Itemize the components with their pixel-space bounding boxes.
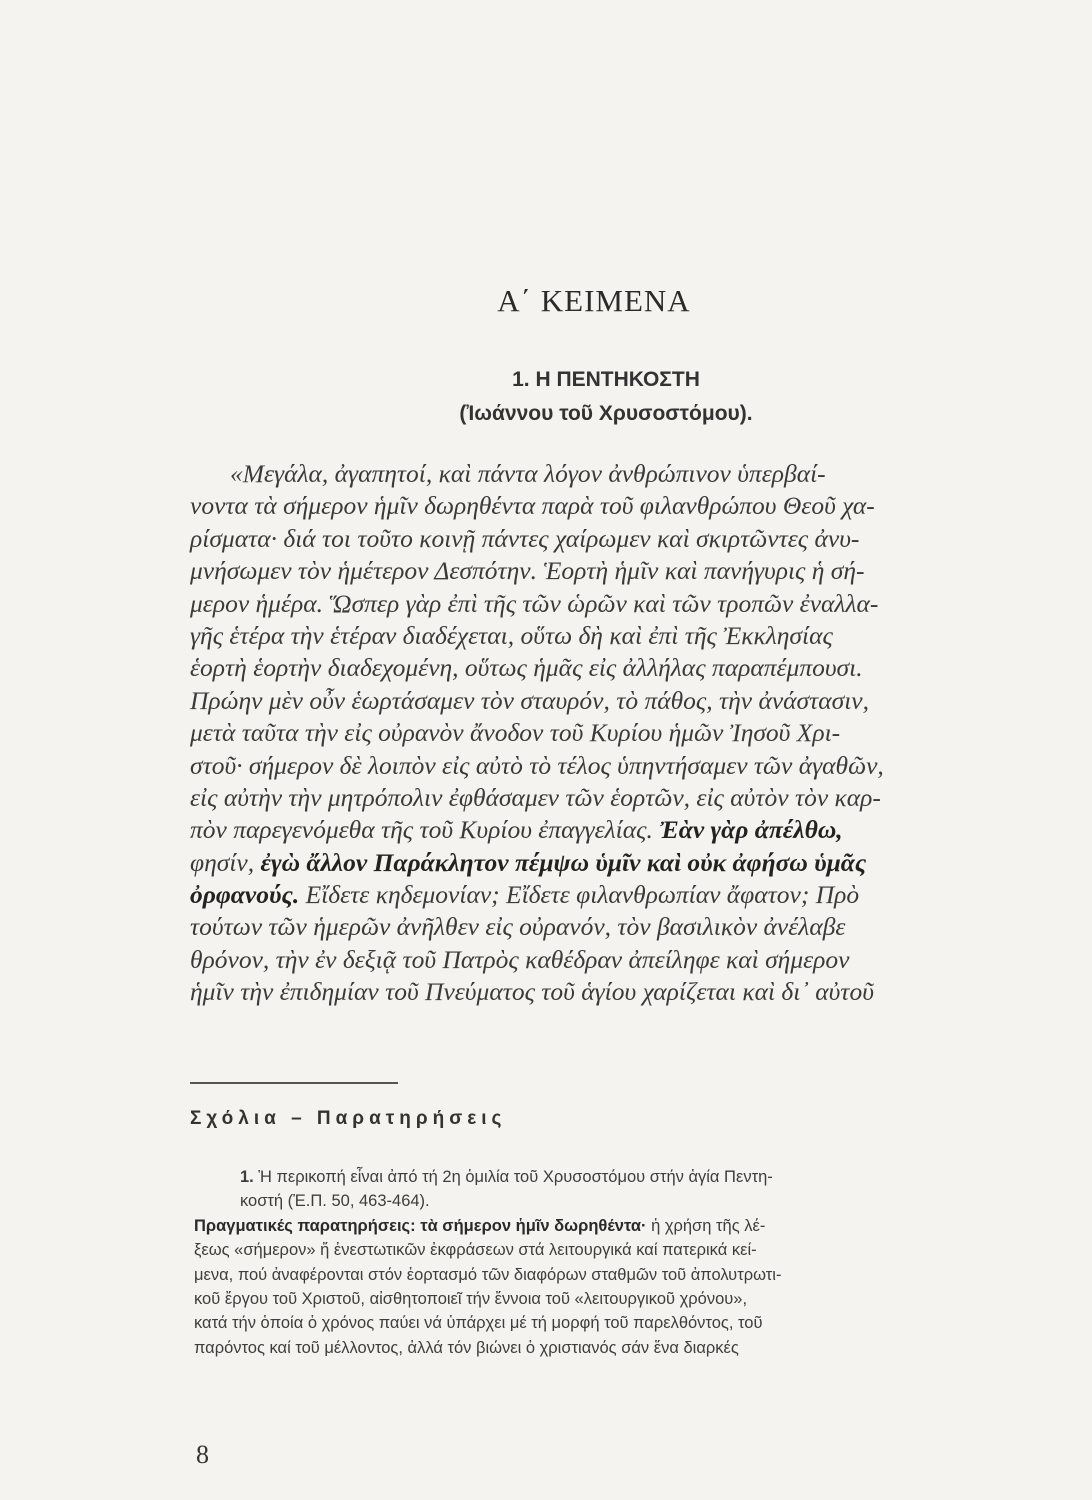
part-title: Α΄ ΚΕΙΜΕΝΑ: [497, 283, 691, 318]
practical-label: Πραγματικές παρατηρήσεις:: [194, 1216, 416, 1235]
note-line: [240, 1165, 1050, 1189]
notes-body: [194, 1165, 1050, 1360]
text-line: ἡμῖν τὴν ἐπιδημίαν τοῦ Πνεύματος τοῦ ἁγίου χαρίζεται καὶ δι᾽ αὐτοῦ: [190, 977, 874, 1007]
text-line: μνήσωμεν τὸν ἡμέτερον Δεσπότην. Ἑορτὴ ἡμῖν καὶ πανήγυρις ἡ σή-: [190, 556, 865, 586]
text-segment: Εἴδετε κηδεμονίαν; Εἴδετε φιλανθρωπίαν ἄφατον; Πρὸ: [299, 880, 860, 910]
text-line: «Μεγάλα, ἀγαπητοί, καὶ πάντα λόγον ἀνθρώπινον ὑπερβαί-: [230, 459, 826, 488]
note-line: παρόντος καί τοῦ μέλλοντος, ἀλλά τόν βιώνει ὁ χριστιανός σάν ἕνα διαρκές: [194, 1338, 739, 1357]
main-text: [190, 458, 1040, 1009]
text-segment: φησίν,: [190, 847, 261, 877]
text-line: εἰς αὐτὴν τὴν μητρόπολιν ἐφθάσαμεν τῶν ἑορτῶν, εἰς αὐτὸν τὸν καρ-: [190, 782, 881, 812]
text-line: ρίσματα· διά τοι τοῦτο κοινῇ πάντες χαίρωμεν καὶ σκιρτῶντες ἀνυ-: [190, 523, 860, 553]
text-line: στοῦ· σήμερον δὲ λοιπὸν εἰς αὐτὸ τὸ τέλος ὑπηντήσαμεν τῶν ἀγαθῶν,: [190, 750, 884, 780]
note-line: ξεως «σήμερον» ἤ ἐνεστωτικῶν ἐκφράσεων στά λειτουργικά καί πατερικά κεί-: [194, 1241, 757, 1260]
note-line: κοῦ ἔργου τοῦ Χριστοῦ, αἰσθητοποιεῖ τήν ἔννοια τοῦ «λειτουργικοῦ χρόνου»,: [194, 1289, 748, 1308]
note-line: [194, 1214, 1050, 1238]
text-line: τούτων τῶν ἡμερῶν ἀνῆλθεν εἰς οὐρανόν, τὸν βασιλικὸν ἀνέλαβε: [190, 912, 846, 942]
scripture-quote: ὀρφανούς.: [190, 880, 300, 910]
text-line: θρόνον, τὴν ἐν δεξιᾷ τοῦ Πατρὸς καθέδραν ἀπείληφε καὶ σήμερον: [190, 944, 850, 974]
text-segment: πὸν παρεγενόμεθα τῆς τοῦ Κυρίου ἐπαγγελίας.: [190, 815, 653, 845]
section-subtitle: (Ἰωάννου τοῦ Χρυσοστόμου).: [459, 402, 753, 425]
scripture-quote: Ἐὰν γὰρ ἀπέλθω,: [659, 815, 843, 845]
notes-heading: Σχόλια – Παρατηρήσεις: [190, 1108, 507, 1129]
text-line: [190, 879, 1040, 911]
text-line: μετὰ ταῦτα τὴν εἰς οὐρανὸν ἄνοδον τοῦ Κυρίου ἡμῶν Ἰησοῦ Χρι-: [190, 718, 841, 748]
note-text: ἡ χρήση τῆς λέ-: [646, 1216, 766, 1235]
text-line: Πρώην μὲν οὖν ἑωρτάσαμεν τὸν σταυρόν, τὸ πάθος, τὴν ἀνάστασιν,: [190, 685, 869, 715]
text-line: [190, 847, 1040, 879]
text-line: μερον ἡμέρα. Ὥσπερ γὰρ ἐπὶ τῆς τῶν ὡρῶν καὶ τῶν τροπῶν ἐναλλα-: [190, 588, 879, 618]
page-number: 8: [196, 1440, 209, 1469]
text-line: γῆς ἑτέρα τὴν ἑτέραν διαδέχεται, οὕτω δὴ καὶ ἐπὶ τῆς Ἐκκλησίας: [190, 620, 833, 650]
note-line: κοστή (Ἐ.Π. 50, 463-464).: [240, 1192, 430, 1211]
text-line: [190, 814, 1040, 846]
scripture-quote: ἐγὼ ἄλλον Παράκλητον πέμψω ὑμῖν καὶ οὐκ ἀφήσω ὑμᾶς: [260, 847, 867, 877]
footnote-divider: [190, 1082, 398, 1084]
text-line: νοντα τὰ σήμερον ἡμῖν δωρηθέντα παρὰ τοῦ φιλανθρώπου Θεοῦ χα-: [190, 491, 875, 521]
note-number: 1.: [240, 1168, 254, 1186]
text-line: ἑορτὴ ἑορτὴν διαδεχομένη, οὕτως ἡμᾶς εἰς ἀλλήλας παραπέμπουσι.: [190, 653, 863, 683]
practical-quote: τὰ σήμερον ἡμῖν δωρηθέντα·: [420, 1216, 647, 1235]
note-text: Ἡ περικοπή εἶναι ἀπό τή 2η ὁμιλία τοῦ Χρυσοστόμου στήν ἁγία Πεντη-: [258, 1168, 773, 1186]
note-line: κατά τήν ὁποία ὁ χρόνος παύει νά ὑπάρχει μέ τή μορφή τοῦ παρελθόντος, τοῦ: [194, 1314, 763, 1333]
note-line: μενα, πού ἀναφέρονται στόν ἑορτασμό τῶν διαφόρων σταθμῶν τοῦ ἀπολυτρωτι-: [194, 1265, 782, 1284]
section-title: 1. Η ΠΕΝΤΗΚΟΣΤΗ: [512, 368, 700, 391]
